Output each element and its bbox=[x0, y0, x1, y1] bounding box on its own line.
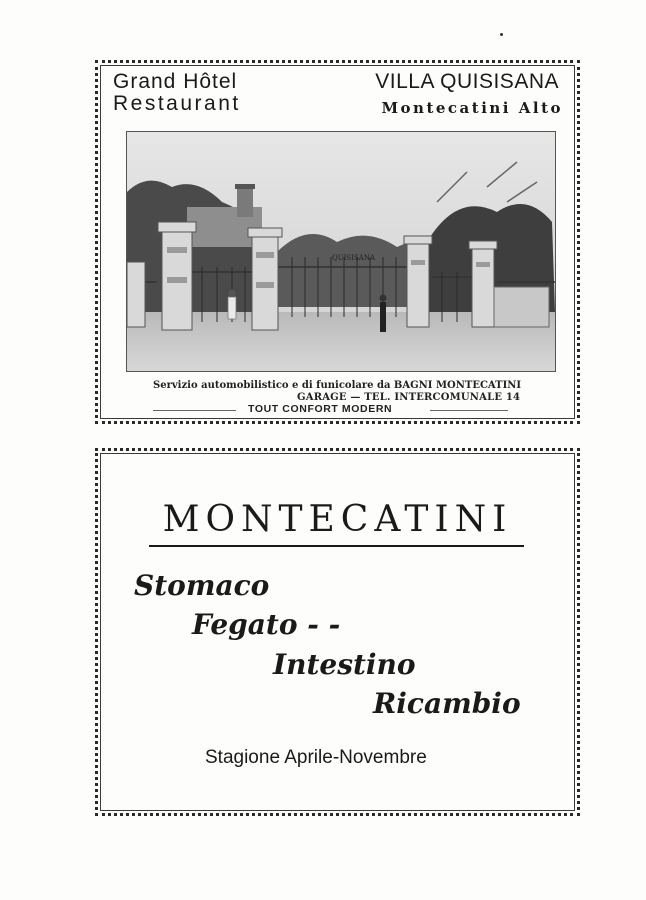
villa-gate-photo bbox=[126, 131, 556, 372]
garage-caption: GARAGE — TEL. INTERCOMUNALE 14 bbox=[297, 392, 521, 403]
decorative-rule-left bbox=[153, 410, 236, 411]
decorative-rule-right bbox=[430, 410, 508, 411]
ailment-item: Ricambio bbox=[373, 687, 521, 720]
hotel-title-line2: Restaurant bbox=[113, 92, 241, 115]
title-underline bbox=[149, 545, 524, 547]
spa-title: MONTECATINI bbox=[162, 499, 513, 540]
service-caption: Servizio automobilistico e di funicolare da BAGNI MONTECATINI bbox=[153, 380, 522, 391]
hotel-name: VILLA QUISISANA bbox=[375, 70, 559, 93]
ink-speck bbox=[500, 33, 503, 36]
ailment-item: Intestino bbox=[273, 648, 416, 681]
gate-sign-text: QUISISANA bbox=[332, 254, 375, 262]
hotel-location: Montecatini Alto bbox=[381, 99, 563, 117]
hotel-advertisement bbox=[95, 60, 580, 424]
hotel-title-line1: Grand Hôtel bbox=[113, 70, 238, 93]
season-text: Stagione Aprile-Novembre bbox=[205, 747, 427, 768]
spa-advertisement bbox=[95, 448, 580, 816]
ailment-item: Fegato - - bbox=[192, 608, 341, 641]
ailment-item: Stomaco bbox=[134, 569, 270, 602]
comfort-caption: TOUT CONFORT MODERN bbox=[248, 403, 393, 415]
